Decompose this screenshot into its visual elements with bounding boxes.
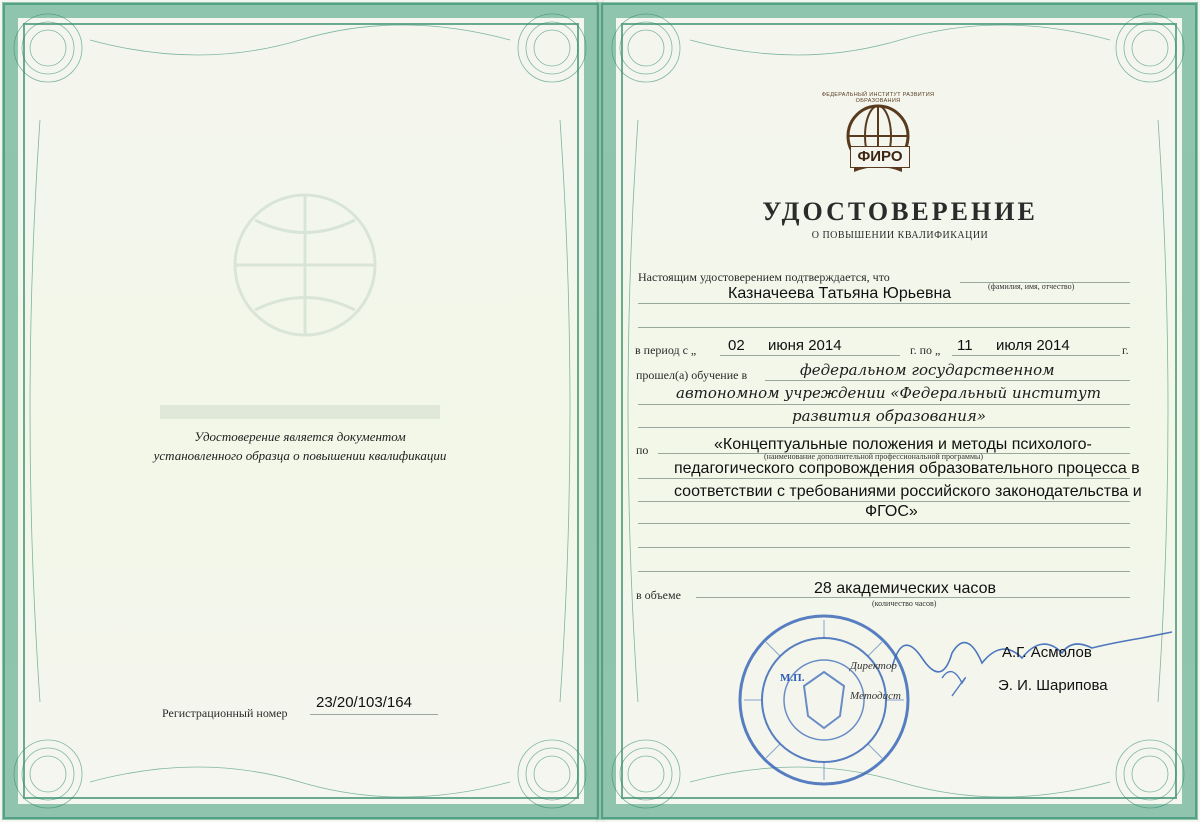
volume-hint: (количество часов) xyxy=(872,599,937,608)
registration-number-underline xyxy=(310,714,438,715)
certificate-title: УДОСТОВЕРЕНИЕ xyxy=(762,197,1038,226)
program-line-4: ФГОС» xyxy=(865,503,918,520)
director-name: А.Г. Асмолов xyxy=(1002,644,1092,661)
program-underline-2 xyxy=(638,478,1130,479)
program-underline-3 xyxy=(638,501,1130,502)
volume-value: 28 академических часов xyxy=(814,580,996,597)
institution-underline-1 xyxy=(765,380,1130,381)
blank-line-2 xyxy=(638,547,1130,548)
period-from-month-year: июня 2014 xyxy=(768,337,842,354)
institution-line-3: развития образования» xyxy=(792,407,986,425)
study-label: прошел(а) обучение в xyxy=(636,368,748,382)
name-hint: (фамилия, имя, отчество) xyxy=(988,282,1075,291)
period-mid: г. по „ xyxy=(910,343,941,357)
institution-line-2: автономном учреждении «Федеральный институт xyxy=(676,384,1101,402)
statement-line-1: Удостоверение является документом xyxy=(194,429,406,444)
institution-underline-2 xyxy=(638,404,1130,405)
institution-underline-3 xyxy=(638,427,1130,428)
institution-line-1: федеральном государственном xyxy=(800,361,1055,379)
volume-underline xyxy=(696,597,1130,598)
volume-label: в объеме xyxy=(636,588,681,602)
methodist-name: Э. И. Шарипова xyxy=(998,677,1108,694)
confirm-label: Настоящим удостоверением подтверждается, что xyxy=(638,270,890,284)
blank-line-3 xyxy=(638,571,1130,572)
registration-number-label: Регистрационный номер xyxy=(162,706,288,720)
full-name: Казначеева Татьяна Юрьевна xyxy=(728,285,952,302)
program-line-2: педагогического сопровождения образовательного процесса в xyxy=(674,460,1140,477)
firo-logo-text: ФИРО xyxy=(850,146,910,168)
stamp-mp: М.П. xyxy=(780,672,805,684)
period-from-day: 02 xyxy=(728,337,745,354)
registration-number-value: 23/20/103/164 xyxy=(316,694,412,711)
period-from-underline xyxy=(720,355,900,356)
program-underline-4 xyxy=(638,523,1130,524)
eagle-emblem-icon xyxy=(804,672,844,728)
period-suffix: г. xyxy=(1122,343,1129,357)
statement-line-2: установленного образца о повышении квалификации xyxy=(153,448,447,463)
right-page xyxy=(600,0,1200,822)
statement-text xyxy=(130,427,470,465)
program-label: по xyxy=(636,443,649,457)
name-underline xyxy=(638,303,1130,304)
program-line-1: «Концептуальные положения и методы психолого- xyxy=(714,436,1092,453)
program-hint: (наименование дополнительной профессиональной программы) xyxy=(764,452,984,461)
methodist-label: Методист xyxy=(850,690,901,702)
director-label: Директор xyxy=(850,660,897,672)
period-to-day: 11 xyxy=(957,337,973,354)
firo-logo-ring-text: ФЕДЕРАЛЬНЫЙ ИНСТИТУТ РАЗВИТИЯ ОБРАЗОВАНИЯ xyxy=(821,92,935,104)
period-prefix: в период с „ xyxy=(635,343,697,357)
period-to-underline xyxy=(952,355,1120,356)
program-line-3: соответствии с требованиями российского законодательства и xyxy=(674,483,1142,500)
blank-line-1 xyxy=(638,327,1130,328)
certificate-subtitle: О ПОВЫШЕНИИ КВАЛИФИКАЦИИ xyxy=(811,230,989,241)
period-to-month-year: июля 2014 xyxy=(996,337,1070,354)
